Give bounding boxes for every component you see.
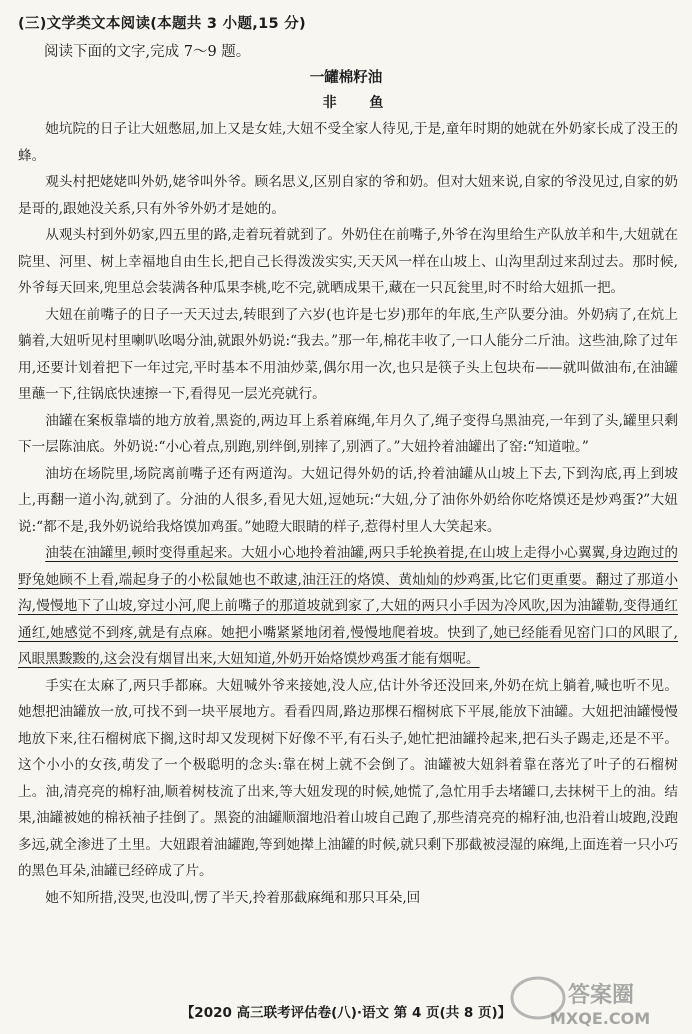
paragraph: 她坑院的日子让大妞憋屈,加上又是女娃,大妞不受全家人待见,于是,童年时期的她就在外奶家长成了没王的蜂。	[18, 121, 678, 164]
underlined-paragraph	[18, 540, 678, 673]
paragraph: 油罐在案板靠墙的地方放着,黑瓷的,两边耳上系着麻绳,年月久了,绳子变得乌黑油亮,一年到了头,罐里只剩下一层陈油底。外奶说:“小心着点,别跑,别绊倒,别摔了,别洒了。”大妞拎着油罐出了窑:“知道啦。”	[18, 412, 678, 455]
instruction: 阅读下面的文字,完成 7～9 题。	[44, 44, 251, 60]
watermark-url: MXQE.COM	[550, 1009, 651, 1028]
paragraph: 大妞在前嘴子的日子一天天过去,转眼到了六岁(也许是七岁)那年的年底,生产队要分油。外奶病了,在炕上躺着,大妞听见村里喇叭吆喝分油,就跟外奶说:“我去。”那一年,棉花丰收了,一口人能分二斤油。这些油,除了过年用,还要计划着把下一年过完,平时基本不用油炒菜,偶尔用一次,也只是筷子头上包块布——就叫做油布,在油罐里蘸一下,往锅底快速擦一下,看得见一层光亮就行。	[18, 306, 678, 402]
paragraph: 手实在太麻了,两只手都麻。大妞喊外爷来接她,没人应,估计外爷还没回来,外奶在炕上躺着,喊也听不见。她想把油罐放一放,可找不到一块平展地方。看看四周,路边那棵石榴树底下平展,能放下油罐。大妞把油罐慢慢地放下来,往石榴树底下搁,这时却又发现树下好像不平,有石头子,她忙把油罐拎起来,把石头子踢走,还是不平。这个小小的女孩,萌发了一个极聪明的念头:靠在树上就不会倒了。油罐被大妞斜着靠在落光了叶子的石榴树上。油,清亮亮的棉籽油,顺着树枝流了出来,等大妞发现的时候,她慌了,急忙用手去堵罐口,去抹树干上的油。结果,油罐被她的棉袄袖子挂倒了。黑瓷的油罐顺溜地沿着山坡自己跑了,那些清亮亮的棉籽油,也沿着山坡跑,没跑多远,就全渗进了土里。大妞跟着油罐跑,等到她撵上油罐的时候,就只剩下那截被浸湿的麻绳,上面连着一只小巧的黑色耳朵,油罐已经碎成了片。	[18, 677, 678, 879]
underlined-text: 油装在油罐里,顿时变得重起来。大妞小心地拎着油罐,两只手轮换着提,在山坡上走得小心翼翼,身边跑过的野兔她顾不上看,端起身子的小松鼠她也不敢逮,油汪汪的烙馍、黄灿灿的炒鸡蛋,比它们更重要。翻过了那道小沟,慢慢地下了山坡,穿过小河,爬上前嘴子的那道坡就到家了,大妞的两只小手因为冷风吹,因为油罐勒,变得通红通红,她感觉不到疼,就是有点麻。她把小嘴紧紧地闭着,慢慢地爬着坡。快到了,她已经能看见窑门口的风眼了,风眼黑黢黢的,这会没有烟冒出来,大妞知道,外奶开始烙馍炒鸡蛋才能有烟呢。	[18, 545, 678, 667]
paragraph: 观头村把姥姥叫外奶,姥爷叫外爷。顾名思义,区别自家的爷和奶。但对大妞来说,自家的爷没见过,自家的奶是哥的,跟她没关系,只有外爷外奶才是她的。	[18, 174, 678, 217]
paragraph: 从观头村到外奶家,四五里的路,走着玩着就到了。外奶住在前嘴子,外爷在沟里给生产队放羊和牛,大妞就在院里、河里、树上幸福地自由生长,把自己长得泼泼实实,天天风一样在山坡上、山沟里刮过来刮过去。那时候,外爷每天回来,兜里总会装满各种瓜果李桃,吃不完,就晒成果干,藏在一只瓦瓮里,时不时给大妞抓一把。	[18, 227, 678, 296]
page-footer: 【2020 高三联考评估卷(八)·语文 第 4 页(共 8 页)】	[180, 1005, 512, 1021]
paragraph: 她不知所措,没哭,也没叫,愣了半天,拎着那截麻绳和那只耳朵,回	[45, 889, 421, 906]
section-heading: (三)文学类文本阅读(本题共 3 小题,15 分)	[18, 16, 306, 32]
watermark-logo	[506, 972, 686, 1028]
paragraph: 油坊在场院里,场院离前嘴子还有两道沟。大妞记得外奶的话,拎着油罐从山坡上下去,下到沟底,再上到坡上,再翻一道小沟,就到了。分油的人很多,看见大妞,逗她玩:“大妞,分了油你外奶给你吃烙馍还是炒鸡蛋?”大妞说:“都不是,我外奶说给我烙馍加鸡蛋。”她瞪大眼睛的样子,惹得村里人大笑起来。	[18, 465, 678, 535]
article-title: 一罐棉籽油	[309, 70, 383, 86]
article-body	[18, 116, 678, 911]
watermark-text: 答案圈	[568, 983, 635, 1008]
article-author: 非 鱼	[322, 95, 398, 111]
